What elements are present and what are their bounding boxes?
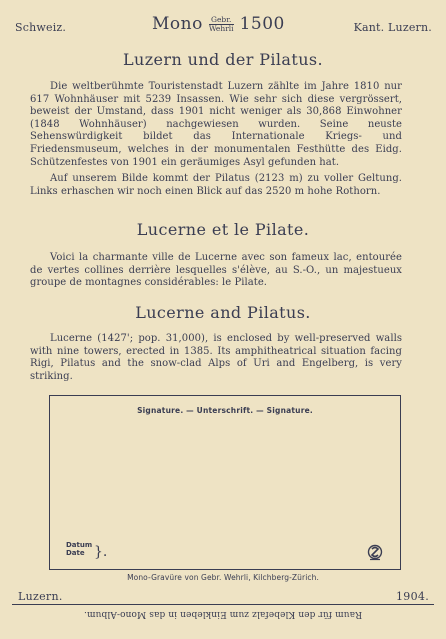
german-paragraph-1: Die weltberühmte Touristenstadt Luzern zählte im Jahre 1810 nur 617 Wohnhäuser mit 5239 Insassen. Wie sehr sich diese vergrössert, beweist der Umstand, dass 1901 nicht weniger als 30,868 Einwohner (1848 Wohnhäuser) nachgewiesen wurden. Seine neuste Sehenswürdigkeit bildet das Internationale Kriegs- und Friedensmuseum, welches in der monumentalen Festhütte des Eidg. Schützenfestes von 1901 ein geräumiges Asyl gefunden hat. bbox=[30, 81, 402, 168]
maker-stack bbox=[209, 16, 234, 33]
signature-label: Signature. — Unterschrift. — Signature. bbox=[137, 406, 313, 415]
signature-box[interactable] bbox=[49, 395, 401, 570]
german-title: Luzern und der Pilatus. bbox=[122, 50, 324, 69]
maker-top: Gebr. bbox=[209, 16, 234, 25]
canton-label: Kant. Luzern. bbox=[353, 21, 432, 34]
footer-place: Luzern. bbox=[18, 590, 63, 603]
english-paragraph: Lucerne (1427'; pop. 31,000), is enclosed by well-preserved walls with nine towers, erected in 1385. Its amphitheatrical situation facing Rigi, Pilatus and the snow-clad Alps of Uri and Engelberg, is very striking. bbox=[30, 333, 402, 382]
maker-bottom: Wehrli bbox=[208, 23, 234, 33]
series-number: 1500 bbox=[239, 14, 285, 34]
country-label: Schweiz. bbox=[15, 21, 67, 34]
album-fold-note: Raum für den Klebefalz zum Einkleben in das Mono-Album. bbox=[83, 609, 363, 619]
series-mark bbox=[152, 14, 285, 34]
date-brace: }. bbox=[94, 544, 108, 560]
english-title: Lucerne and Pilatus. bbox=[135, 303, 311, 322]
german-paragraph-2: Auf unserem Bilde kommt der Pilatus (2123 m) zu voller Geltung. Links erhaschen wir noch einen Blick auf das 2520 m hohe Rothorn. bbox=[30, 173, 402, 197]
maker-logo-icon bbox=[367, 543, 383, 561]
date-label-de: Datum bbox=[66, 541, 93, 549]
header bbox=[0, 14, 446, 44]
footer-divider bbox=[12, 604, 434, 605]
engraving-credit: Mono-Gravüre von Gebr. Wehrli, Kilchberg-Zürich. bbox=[127, 573, 319, 582]
french-title: Lucerne et le Pilate. bbox=[136, 220, 310, 239]
brand-name: Mono bbox=[152, 14, 203, 34]
french-paragraph: Voici la charmante ville de Lucerne avec son fameux lac, entourée de vertes collines derrière lesquelles s'élève, au S.-O., un majestueux groupe de montagnes considérables: le Pilate. bbox=[30, 252, 402, 289]
date-label bbox=[66, 541, 92, 557]
date-label-en: Date bbox=[66, 549, 85, 557]
footer-year: 1904. bbox=[396, 590, 429, 603]
